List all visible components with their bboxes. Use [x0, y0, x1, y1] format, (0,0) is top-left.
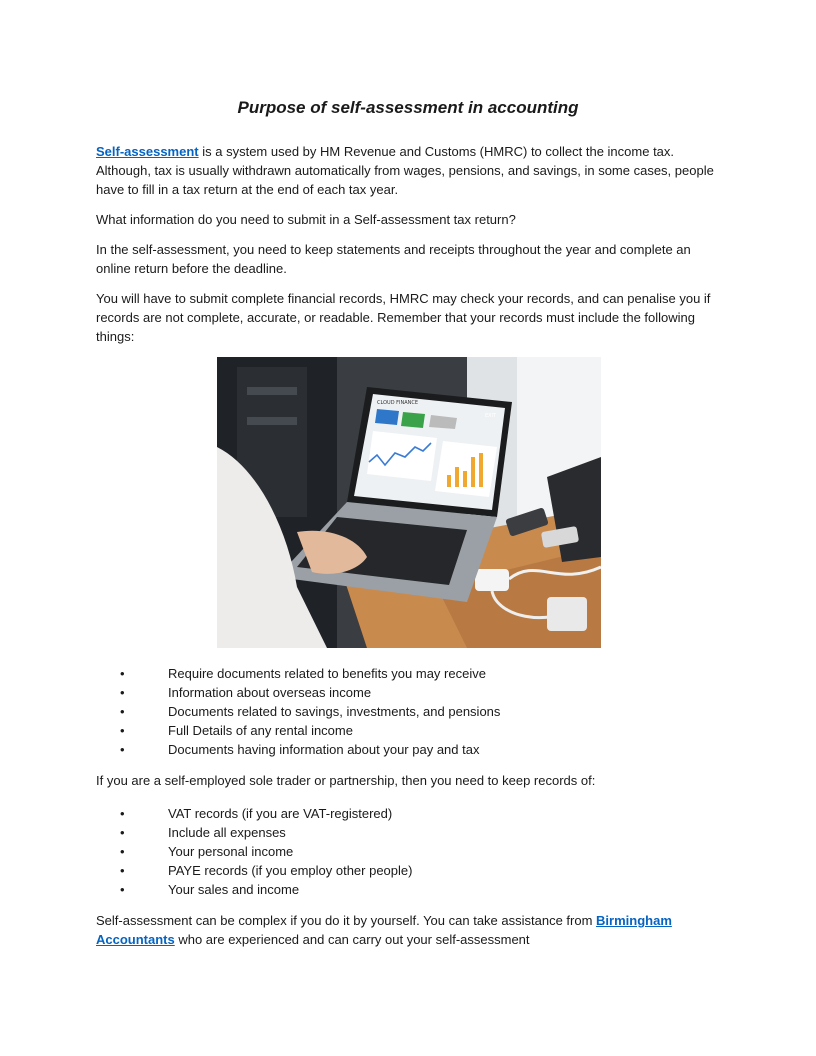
closing-paragraph: Self-assessment can be complex if you do it by yourself. You can take assistance from Birmingham Accountants who are experienced and can carry out your self-assessment — [96, 913, 672, 947]
list-item: • Require documents related to benefits you may receive — [120, 666, 486, 681]
list-item: • Documents having information about your pay and tax — [120, 742, 480, 757]
list-item: • Your personal income — [120, 844, 294, 859]
document-page — [96, 96, 720, 960]
list-item: • Documents related to savings, investments, and pensions — [120, 704, 501, 719]
list-item: • PAYE records (if you employ other people) — [120, 863, 413, 878]
self-assessment-link[interactable]: Self-assessment — [96, 144, 199, 159]
page-title: Purpose of self-assessment in accounting — [237, 98, 579, 117]
bullet-icon: • — [120, 882, 125, 897]
birmingham-accountants-link[interactable]: Birmingham Accountants — [96, 913, 672, 947]
keep-statements-paragraph: In the self-assessment, you need to keep statements and receipts throughout the year and complete an online return before the deadline. — [96, 242, 691, 276]
bullet-icon: • — [120, 666, 125, 681]
records-paragraph: You will have to submit complete financial records, HMRC may check your records, and can penalise you if records are not complete, accurate, or readable. Remember that your records must include the following things: — [96, 291, 711, 344]
list-item: • Your sales and income — [120, 882, 300, 897]
self-employed-list — [96, 804, 720, 899]
laptop-photo-illustration — [217, 357, 601, 648]
records-list — [96, 664, 720, 759]
self-employed-paragraph: If you are a self-employed sole trader or partnership, then you need to keep records of: — [96, 773, 596, 788]
bullet-icon: • — [120, 825, 125, 840]
intro-text: is a system used by HM Revenue and Customs (HMRC) to collect the income tax. Although, tax is usually withdrawn automatically from wages, pensions, and savings, in some cases, people have to fill in a tax return at the end of each tax year. — [96, 144, 714, 197]
list-item: • Include all expenses — [120, 825, 286, 840]
bullet-icon: • — [120, 863, 125, 878]
bullet-icon: • — [120, 704, 125, 719]
bullet-icon: • — [120, 685, 125, 700]
intro-paragraph — [96, 142, 720, 199]
bullet-icon: • — [120, 723, 125, 738]
bullet-icon: • — [120, 844, 125, 859]
laptop-dashboard-image — [217, 357, 601, 648]
list-item: • VAT records (if you are VAT-registered) — [120, 806, 393, 821]
bullet-icon: • — [120, 742, 125, 757]
list-item: • Information about overseas income — [120, 685, 372, 700]
list-item: • Full Details of any rental income — [120, 723, 353, 738]
screen-title-text: CLOUD FINANCE — [377, 400, 419, 406]
question-paragraph: What information do you need to submit in a Self-assessment tax return? — [96, 212, 516, 227]
bullet-icon: • — [120, 806, 125, 821]
screen-badge-text: EXIT — [485, 413, 497, 419]
